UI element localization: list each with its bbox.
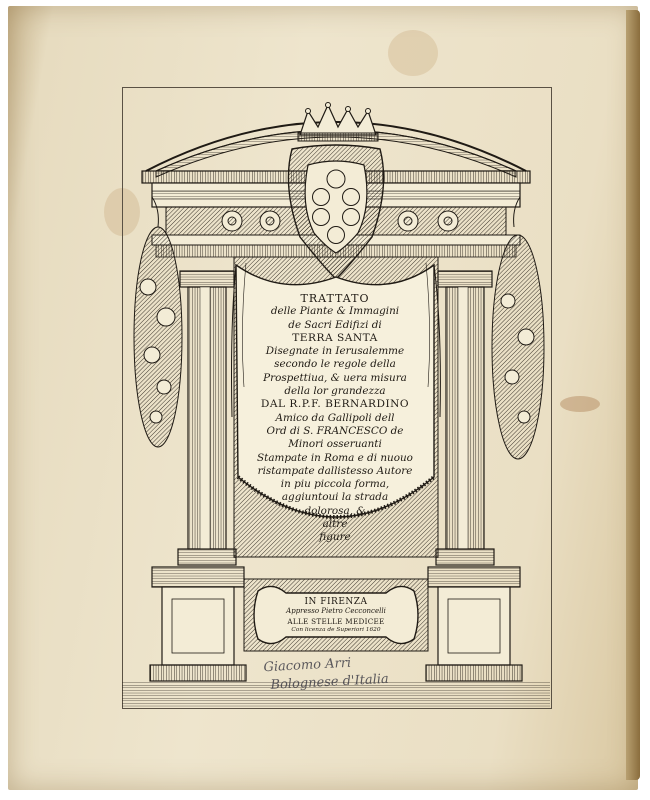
ownership-inscription — [263, 653, 389, 695]
column-left — [178, 271, 236, 565]
title-inscription — [230, 292, 440, 545]
title-line: Disegnate in Ierusalemme — [265, 345, 405, 358]
pedestal-left — [150, 567, 246, 681]
title-line: Prospettiua, & uera misura — [263, 371, 407, 384]
inscription-line: Bolognese d'Italia — [270, 671, 390, 693]
title-line: de Sacri Edifizi di — [288, 318, 382, 331]
title-line: Minori osseruanti — [288, 438, 382, 451]
inscription-line: Giacomo Arri — [263, 655, 352, 676]
title-line: TERRA SANTA — [292, 331, 378, 344]
title-line: TRATTATO — [300, 292, 370, 305]
stain — [560, 396, 600, 412]
imprint-license: Con licenza de Superiori 1620 — [291, 627, 381, 634]
page-edge — [626, 10, 640, 780]
imprint — [268, 598, 404, 636]
title-line: aggiuntoui la strada — [281, 491, 389, 504]
title-line: Stampate in Roma e di nuouo — [257, 451, 413, 464]
pedestal-right — [426, 567, 522, 681]
title-line: in piu piccola forma, — [280, 478, 390, 491]
imprint-printer: Appresso Pietro Cecconcelli — [286, 607, 386, 616]
title-line: secondo le regole della — [274, 358, 396, 371]
title-line: delle Piante & Immagini — [270, 305, 400, 318]
title-line: figure — [319, 531, 351, 544]
column-right — [436, 271, 494, 565]
title-line: ristampate dallistesso Autore — [257, 464, 413, 477]
title-line: Amico da Gallipoli dell — [275, 411, 395, 424]
title-line: della lor grandezza — [284, 385, 386, 398]
imprint-sign: ALLE STELLE MEDICEE — [287, 616, 385, 626]
imprint-city: IN FIRENZA — [304, 597, 368, 607]
title-line: dolorosa, & — [304, 504, 366, 517]
title-line: DAL R.P.F. BERNARDINO — [260, 398, 410, 411]
title-line: altre — [322, 518, 348, 531]
stain — [388, 30, 438, 76]
title-line: Ord di S. FRANCESCO de — [266, 424, 404, 437]
